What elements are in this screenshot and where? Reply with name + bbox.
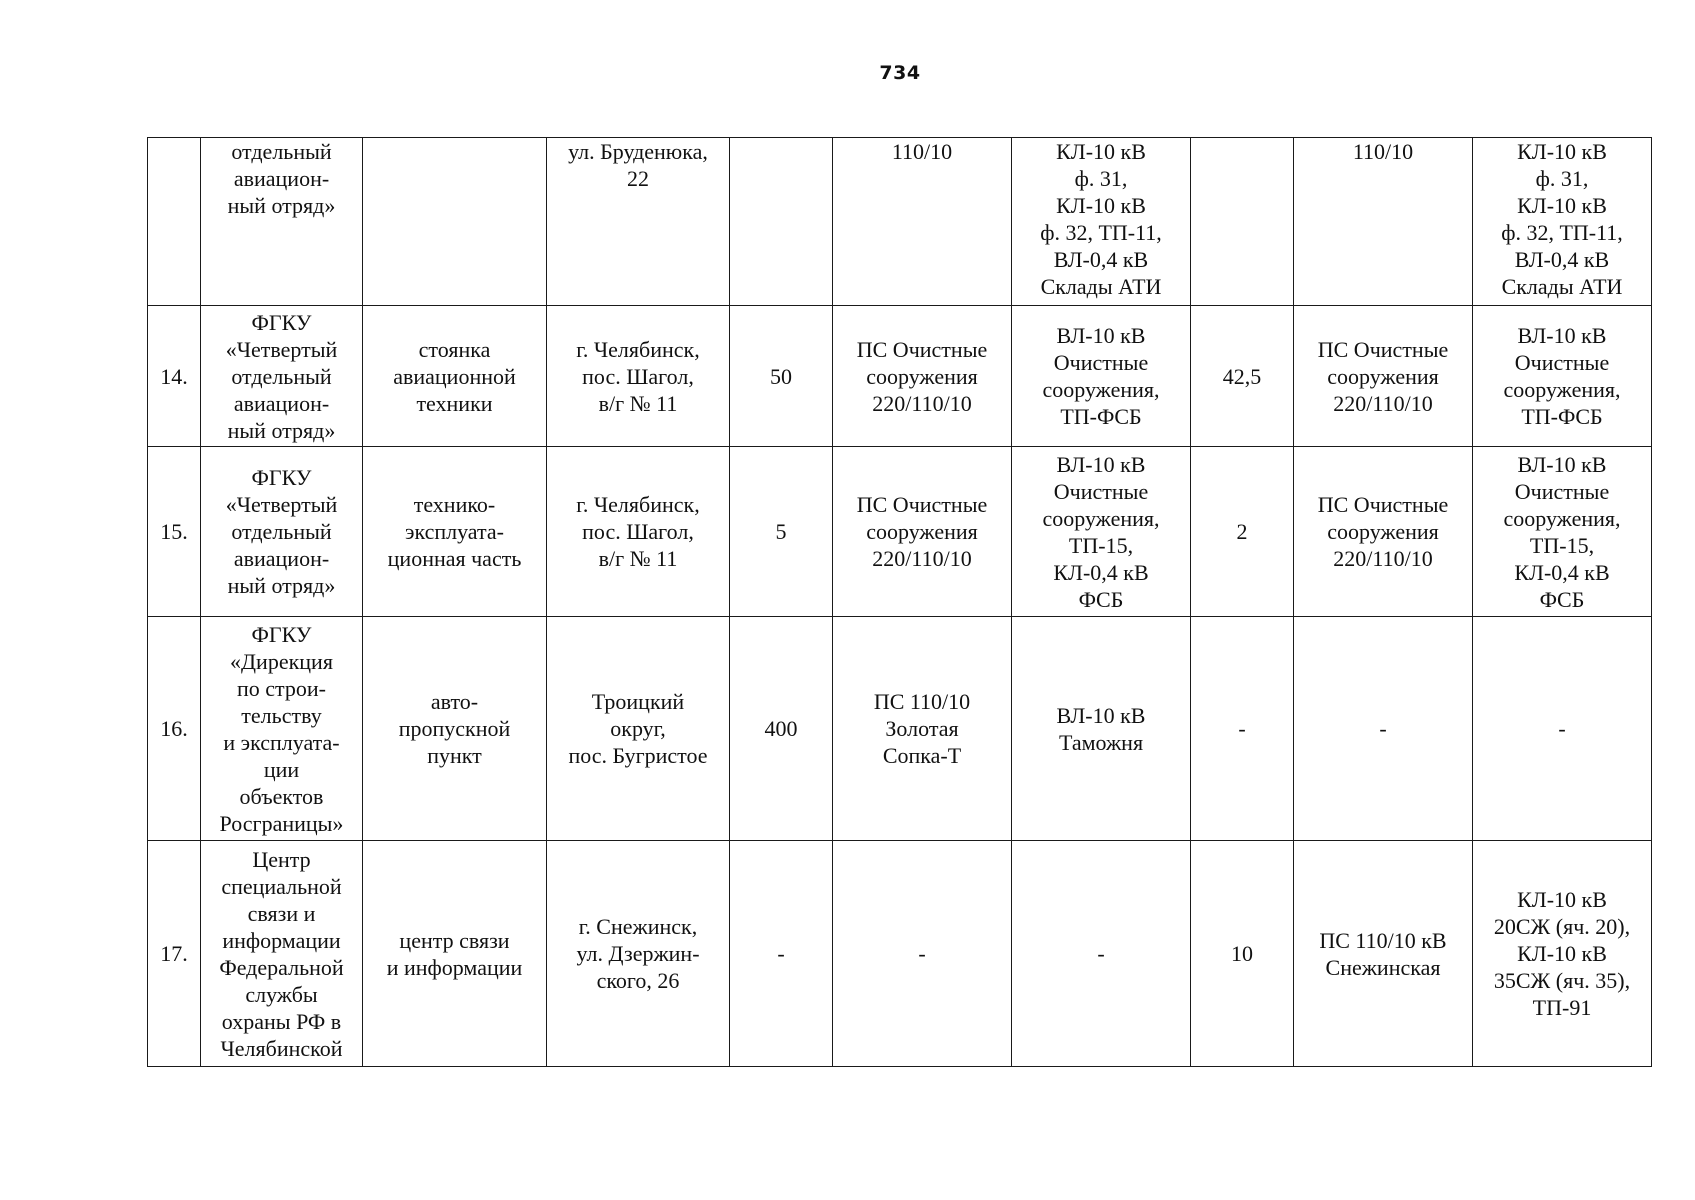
cell-organization: ФГКУ «Дирекция по строи- тельству и эксплуата- ции объектов Росграницы»: [201, 617, 363, 841]
cell-address: ул. Бруденюка, 22: [547, 138, 730, 306]
cell-line-2: КЛ-10 кВ ф. 31, КЛ-10 кВ ф. 32, ТП-11, ВЛ-0,4 кВ Склады АТИ: [1473, 138, 1652, 306]
cell-line-2: -: [1473, 617, 1652, 841]
cell-substation-1: ПС 110/10 Золотая Сопка-Т: [833, 617, 1012, 841]
table-row: [148, 306, 1652, 447]
cell-number: 15.: [148, 447, 201, 617]
cell-object: авто- пропускной пункт: [363, 617, 547, 841]
cell-power-2: 10: [1191, 841, 1294, 1067]
cell-power-1: 400: [730, 617, 833, 841]
cell-line-2: ВЛ-10 кВ Очистные сооружения, ТП-ФСБ: [1473, 306, 1652, 447]
cell-object: стоянка авиационной техники: [363, 306, 547, 447]
cell-substation-1: ПС Очистные сооружения 220/110/10: [833, 306, 1012, 447]
table-row: [148, 617, 1652, 841]
cell-power-1: 5: [730, 447, 833, 617]
cell-organization: ФГКУ «Четвертый отдельный авиацион- ный отряд»: [201, 447, 363, 617]
cell-power-1: 50: [730, 306, 833, 447]
cell-address: Троицкий округ, пос. Бугристое: [547, 617, 730, 841]
cell-address: г. Челябинск, пос. Шагол, в/г № 11: [547, 447, 730, 617]
cell-substation-1: 110/10: [833, 138, 1012, 306]
cell-substation-1: ПС Очистные сооружения 220/110/10: [833, 447, 1012, 617]
cell-power-2: 42,5: [1191, 306, 1294, 447]
cell-power-1: -: [730, 841, 833, 1067]
cell-line-2: ВЛ-10 кВ Очистные сооружения, ТП-15, КЛ-0,4 кВ ФСБ: [1473, 447, 1652, 617]
cell-number: 16.: [148, 617, 201, 841]
cell-line-2: КЛ-10 кВ 20СЖ (яч. 20), КЛ-10 кВ 35СЖ (яч. 35), ТП-91: [1473, 841, 1652, 1067]
cell-number: 14.: [148, 306, 201, 447]
cell-power-2: 2: [1191, 447, 1294, 617]
page-number: 734: [879, 62, 921, 84]
data-table: [147, 137, 1652, 1067]
cell-line-1: ВЛ-10 кВ Очистные сооружения, ТП-ФСБ: [1012, 306, 1191, 447]
cell-line-1: ВЛ-10 кВ Очистные сооружения, ТП-15, КЛ-0,4 кВ ФСБ: [1012, 447, 1191, 617]
cell-address: г. Челябинск, пос. Шагол, в/г № 11: [547, 306, 730, 447]
cell-number: [148, 138, 201, 306]
cell-organization: отдельный авиацион- ный отряд»: [201, 138, 363, 306]
cell-number: 17.: [148, 841, 201, 1067]
table-row: [148, 447, 1652, 617]
cell-organization: Центр специальной связи и информации Федеральной службы охраны РФ в Челябинской: [201, 841, 363, 1067]
table-row: [148, 841, 1652, 1067]
cell-object: центр связи и информации: [363, 841, 547, 1067]
table-row: [148, 138, 1652, 306]
cell-line-1: КЛ-10 кВ ф. 31, КЛ-10 кВ ф. 32, ТП-11, ВЛ-0,4 кВ Склады АТИ: [1012, 138, 1191, 306]
cell-power-1: [730, 138, 833, 306]
cell-power-2: [1191, 138, 1294, 306]
cell-address: г. Снежинск, ул. Дзержин- ского, 26: [547, 841, 730, 1067]
cell-line-1: -: [1012, 841, 1191, 1067]
cell-line-1: ВЛ-10 кВ Таможня: [1012, 617, 1191, 841]
cell-substation-2: ПС Очистные сооружения 220/110/10: [1294, 306, 1473, 447]
cell-organization: ФГКУ «Четвертый отдельный авиацион- ный отряд»: [201, 306, 363, 447]
cell-object: технико- эксплуата- ционная часть: [363, 447, 547, 617]
cell-substation-2: ПС Очистные сооружения 220/110/10: [1294, 447, 1473, 617]
cell-power-2: -: [1191, 617, 1294, 841]
cell-substation-2: 110/10: [1294, 138, 1473, 306]
cell-substation-2: ПС 110/10 кВ Снежинская: [1294, 841, 1473, 1067]
cell-object: [363, 138, 547, 306]
cell-substation-1: -: [833, 841, 1012, 1067]
cell-substation-2: -: [1294, 617, 1473, 841]
